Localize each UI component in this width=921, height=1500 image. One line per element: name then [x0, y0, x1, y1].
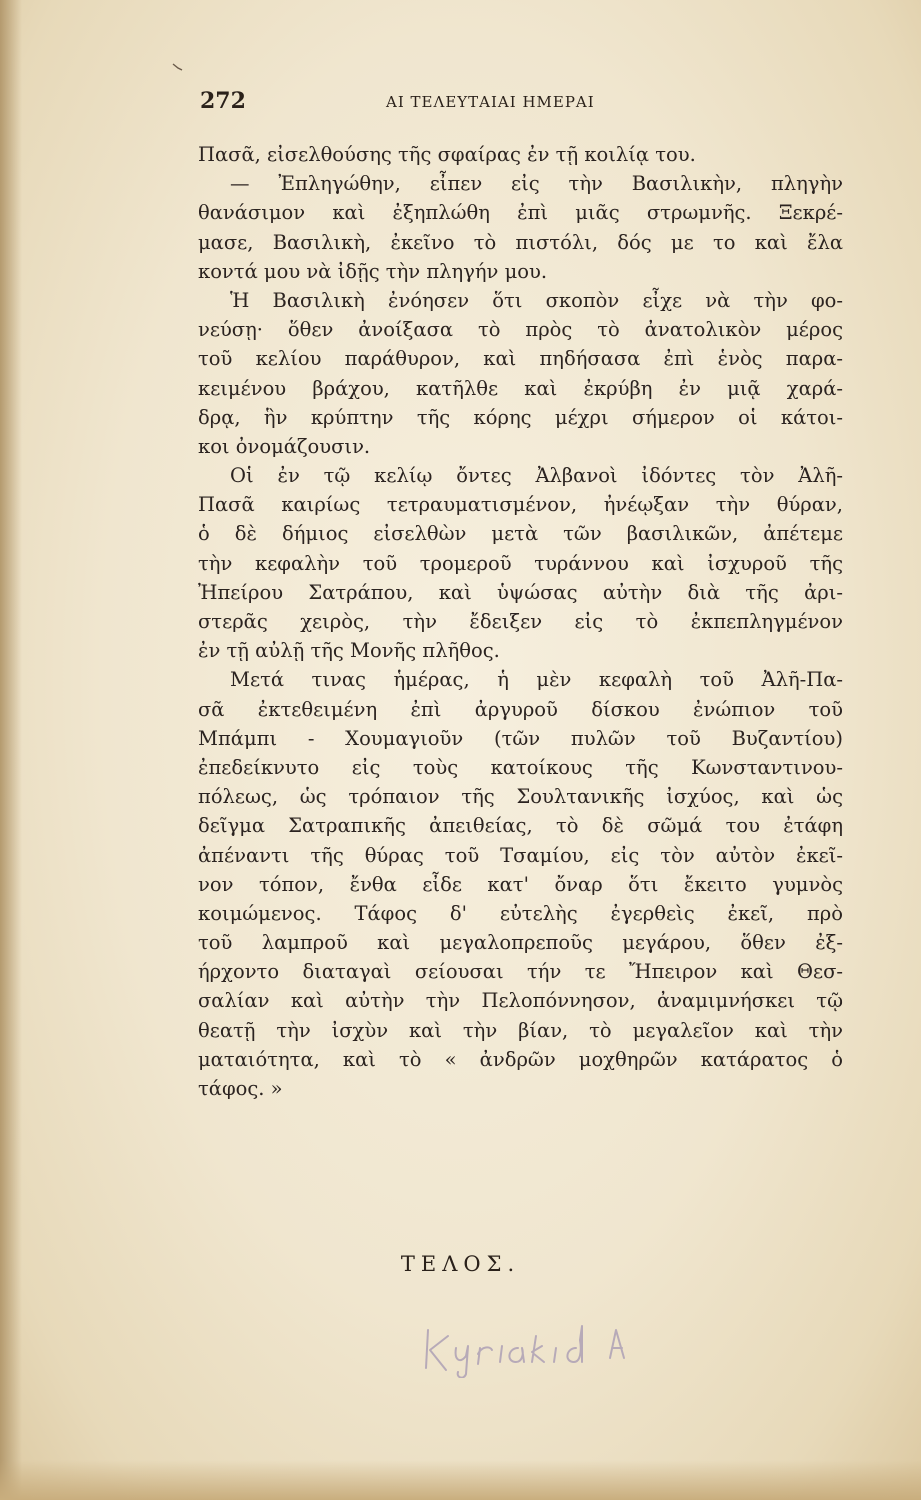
running-head: ΑΙ ΤΕΛΕΥΤΑΙΑΙ ΗΜΕΡΑΙ: [386, 93, 595, 111]
text-line: ὁ δὲ δήμιος εἰσελθὼν μετὰ τῶν βασιλικῶν, ἀπέτεμε: [198, 522, 843, 546]
text-line: κειμένου βράχου, κατῆλθε καὶ ἐκρύβη ἐν μιᾷ χαρά-: [198, 376, 843, 400]
text-line: πόλεως, ὡς τρόπαιον τῆς Σουλτανικῆς ἰσχύος, καὶ ὡς: [198, 785, 843, 809]
text-line: Πασᾶ καιρίως τετραυματισμένον, ἠνέῳξαν τὴν θύραν,: [198, 493, 843, 517]
text-line: νεύσῃ· ὅθεν ἀνοίξασα τὸ πρὸς τὸ ἀνατολικὸν μέρος: [198, 318, 843, 342]
body-text: [198, 140, 843, 1103]
text-line: Μετά τινας ἡμέρας, ἡ μὲν κεφαλὴ τοῦ Ἀλῆ-Πα-: [230, 668, 843, 692]
end-title: ΤΕΛΟΣ.: [400, 1252, 521, 1276]
ink-speck-mark: [172, 62, 184, 72]
text-line: σαλίαν καὶ αὐτὴν τὴν Πελοπόννησον, ἀναμιμνήσκει τῷ: [198, 989, 843, 1013]
text-line: ήρχοντο διαταγαὶ σείουσαι τήν τε Ἤπειρον καὶ Θεσ-: [198, 960, 843, 984]
text-line: στερᾶς χειρὸς, τὴν ἔδειξεν εἰς τὸ ἐκπεπληγμένον: [198, 610, 843, 633]
text-line: τὴν κεφαλὴν τοῦ τρομεροῦ τυράννου καὶ ἰσχυροῦ τῆς: [198, 551, 843, 575]
handwritten-signature: [420, 1318, 660, 1378]
text-line: Πασᾶ, εἰσελθούσης τῆς σφαίρας ἐν τῇ κοιλίᾳ του.: [198, 143, 696, 166]
page-header: [200, 88, 660, 118]
text-line: κοι ὀνομάζουσιν.: [198, 434, 371, 458]
text-line: δρᾳ, ἣν κρύπτην τῆς κόρης μέχρι σήμερον οἱ κάτοι-: [198, 405, 843, 429]
paragraph: [198, 665, 843, 1103]
text-line: ἐπεδείκνυτο εἰς τοὺς κατοίκους τῆς Κωνσταντινου-: [198, 755, 843, 779]
text-line: ἀπέναντι τῆς θύρας τοῦ Τσαμίου, εἰς τὸν αὐτὸν ἐκεῖ-: [198, 843, 843, 867]
text-line: Ἠπείρου Σατράπου, καὶ ὑψώσας αὐτὴν διὰ τῆς ἀρι-: [198, 580, 843, 604]
text-line: νον τόπον, ἔνθα εἶδε κατ' ὄναρ ὅτι ἔκειτο γυμνὸς: [198, 872, 843, 896]
paragraph: [198, 140, 843, 169]
page-number: 272: [200, 88, 246, 114]
paragraph: [198, 169, 843, 286]
text-line: δεῖγμα Σατραπικῆς ἀπειθείας, τὸ δὲ σῶμά του ἐτάφη: [198, 814, 843, 838]
text-line: τοῦ λαμπροῦ καὶ μεγαλοπρεποῦς μεγάρου, ὅθεν ἐξ-: [198, 931, 843, 955]
text-line: μασε, Βασιλικὴ, ἐκεῖνο τὸ πιστόλι, δός με το καὶ ἔλα: [198, 230, 843, 254]
text-line: Ἡ Βασιλικὴ ἐνόησεν ὅτι σκοπὸν εἶχε νὰ τὴν φο-: [230, 288, 843, 312]
text-line: Μπάμπι - Χουμαγιοῦν (τῶν πυλῶν τοῦ Βυζαντίου): [198, 726, 843, 750]
text-line: ἐν τῇ αὐλῇ τῆς Μονῆς πλῆθος.: [198, 639, 500, 663]
text-line: τάφος. »: [198, 1077, 283, 1100]
paragraph: [198, 286, 843, 461]
text-line: ματαιότητα, καὶ τὸ « ἀνδρῶν μοχθηρῶν κατάρατος ὁ: [198, 1047, 843, 1071]
text-line: Οἱ ἐν τῷ κελίῳ ὄντες Ἀλβανοὶ ἰδόντες τὸν Ἀλῆ-: [230, 464, 843, 488]
text-line: θεατῇ τὴν ἰσχὺν καὶ τὴν βίαν, τὸ μεγαλεῖον καὶ τὴν: [198, 1018, 843, 1042]
text-line: κοντά μου νὰ ἰδῇς τὴν πληγήν μου.: [198, 259, 548, 283]
text-line: κοιμώμενος. Τάφος δ' εὐτελὴς ἐγερθεὶς ἐκεῖ, πρὸ: [198, 901, 843, 925]
text-line: τοῦ κελίου παράθυρον, καὶ πηδήσασα ἐπὶ ἑνὸς παρα-: [198, 347, 843, 371]
text-line: — Ἐπληγώθην, εἶπεν εἰς τὴν Βασιλικὴν, πληγὴν: [230, 172, 843, 196]
text-line: θανάσιμον καὶ ἐξηπλώθη ἐπὶ μιᾶς στρωμνῆς. Ξεκρέ-: [198, 201, 843, 225]
page-bottom-shadow: [0, 1460, 921, 1500]
text-line: σᾶ ἐκτεθειμένη ἐπὶ ἀργυροῦ δίσκου ἐνώπιον τοῦ: [198, 697, 843, 721]
paragraph: [198, 461, 843, 665]
